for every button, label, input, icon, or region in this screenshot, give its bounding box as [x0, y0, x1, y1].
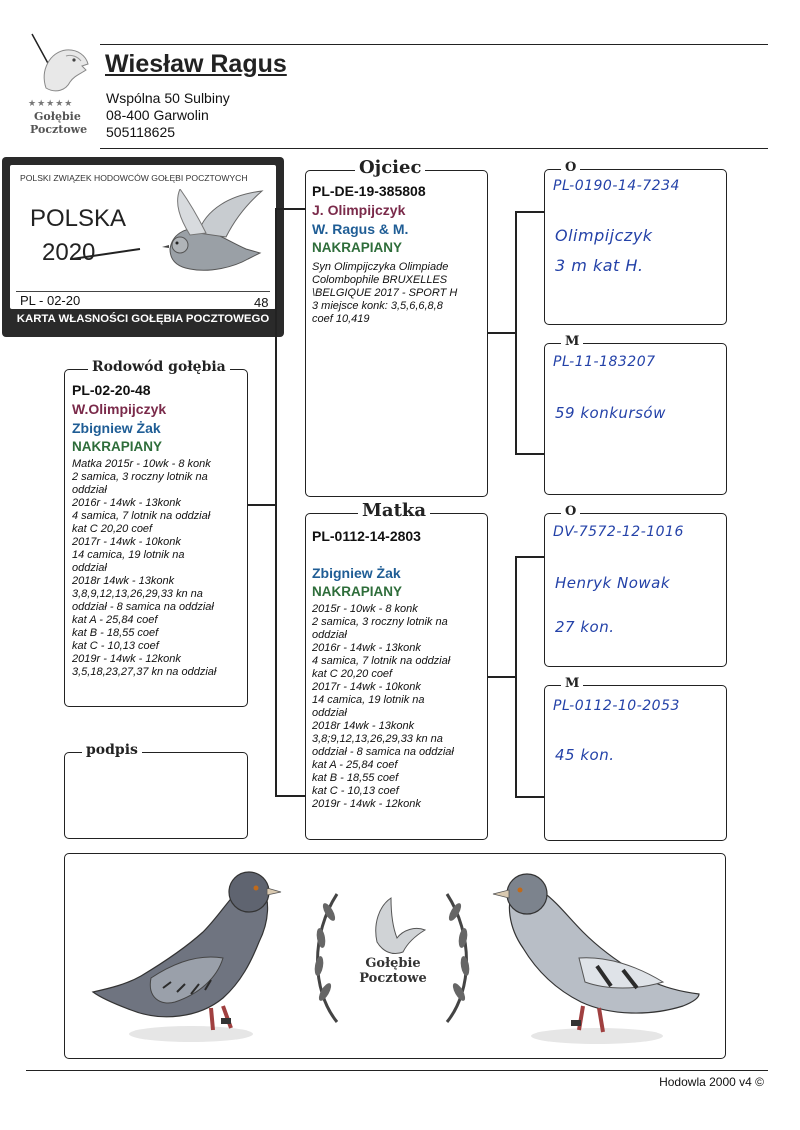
grandparent-note: 27 kon. — [555, 618, 615, 636]
grandparent-note: Henryk Nowak — [555, 574, 671, 592]
grandparent-title-fm: M — [561, 334, 583, 349]
note-line: 2016r - 14wk - 13konk — [312, 642, 421, 654]
note-line: 2 samica, 3 roczny lotnik na — [312, 616, 448, 628]
note-line: 3,8;9,12,13,26,29,33 kn na — [312, 733, 443, 745]
grandparent-ring: DV-7572-12-1016 — [553, 524, 684, 540]
connector-mother — [275, 795, 305, 797]
connector-mm — [515, 796, 545, 798]
note-line: 2019r - 14wk - 12konk — [72, 653, 181, 665]
grandparent-ring: PL-0112-10-2053 — [553, 698, 680, 714]
connector-ff — [515, 211, 545, 213]
grandparent-box-fm — [544, 343, 727, 495]
mother-color: NAKRAPIANY — [312, 584, 403, 599]
signature-box — [64, 752, 248, 839]
grandparent-note: 45 kon. — [555, 746, 615, 764]
connector-mother-in — [487, 676, 516, 678]
note-line: 14 camica, 19 lotnik na — [72, 549, 185, 561]
mother-owner: Zbigniew Żak — [312, 565, 401, 581]
father-name: J. Olimpijczyk — [312, 202, 406, 218]
father-owner: W. Ragus & M. — [312, 221, 409, 237]
note-line: kat C - 10,13 coef — [312, 785, 399, 797]
card-ring: PL - 02-20 — [20, 293, 81, 308]
note-line: Matka 2015r - 10wk - 8 konk — [72, 458, 211, 470]
grandparent-note: 59 konkursów — [555, 404, 666, 422]
note-line: 2018r 14wk - 13konk — [72, 575, 175, 587]
footer-rule — [26, 1070, 768, 1071]
eagle-logo-icon — [26, 30, 98, 100]
card-number: 48 — [254, 295, 269, 310]
emblem-text-line2: Pocztowe — [359, 971, 427, 986]
grandparent-title-mf: O — [561, 504, 580, 519]
connector-father-in — [487, 332, 516, 334]
grandparent-box-mm — [544, 685, 727, 841]
note-line: Syn Olimpijczyka Olimpiade — [312, 261, 449, 273]
card-pigeon-icon — [150, 189, 270, 285]
grandparent-title-ff: O — [561, 160, 580, 175]
mother-ring: PL-0112-14-2803 — [312, 528, 421, 544]
club-logo — [26, 30, 98, 138]
card-panel — [10, 165, 276, 309]
grandparent-ring: PL-11-183207 — [553, 354, 656, 370]
signature-title: podpis — [82, 742, 142, 758]
logo-stars: ★★★★★ — [28, 98, 74, 108]
header-top-rule — [100, 44, 768, 45]
address-city: 08-400 Garwolin — [106, 107, 209, 123]
note-line: coef 10,419 — [312, 313, 370, 325]
header-bottom-rule — [100, 148, 768, 149]
note-line: \BELGIQUE 2017 - SPORT H — [312, 287, 458, 299]
father-ring: PL-DE-19-385808 — [312, 183, 426, 199]
grandparent-note: 3 m kat H. — [555, 256, 644, 275]
father-box — [305, 170, 488, 497]
note-line: kat C 20,20 coef — [72, 523, 153, 535]
pigeon-owner: Zbigniew Żak — [72, 420, 161, 436]
year-strike-icon — [70, 245, 142, 263]
card-divider — [16, 291, 270, 292]
software-credit: Hodowla 2000 v4 © — [659, 1075, 764, 1089]
note-line: 2017r - 14wk - 10konk — [312, 681, 421, 693]
mother-title: Matka — [358, 500, 430, 521]
address-street: Wspólna 50 Sulbiny — [106, 90, 230, 106]
grandparent-box-ff — [544, 169, 727, 325]
emblem-text-line1: Gołębie — [365, 956, 421, 971]
card-year: 2020 — [42, 239, 96, 266]
note-line: 14 camica, 19 lotnik na — [312, 694, 425, 706]
note-line: 2019r - 14wk - 12konk — [312, 798, 421, 810]
grandparent-ring: PL-0190-14-7234 — [553, 178, 680, 194]
logo-text-line2: Pocztowe — [30, 123, 88, 136]
card-association: POLSKI ZWIĄZEK HODOWCÓW GOŁĘBI POCZTOWYCH — [20, 173, 248, 183]
phone-number: 505118625 — [106, 124, 176, 140]
note-line: 4 samica, 7 lotnik na oddział — [312, 655, 451, 667]
note-line: 4 samica, 7 lotnik na oddział — [72, 510, 211, 522]
note-line: kat A - 25,84 coef — [72, 614, 158, 626]
note-line: 2 samica, 3 roczny lotnik na — [72, 471, 208, 483]
note-line: 2018r 14wk - 13konk — [312, 720, 415, 732]
note-line: oddział — [72, 562, 107, 574]
illustration-panel — [64, 853, 726, 1059]
breeder-name: Wiesław Ragus — [105, 50, 287, 78]
pigeon-color: NAKRAPIANY — [72, 439, 163, 454]
note-line: oddział — [312, 629, 347, 641]
note-line: oddział - 8 samica na oddział — [72, 601, 214, 613]
card-country: POLSKA — [30, 205, 127, 232]
note-line: Colombophile BRUXELLES — [312, 274, 448, 286]
ownership-card — [2, 157, 284, 337]
note-line: kat C - 10,13 coef — [72, 640, 159, 652]
note-line: 3,5,18,23,27,37 kn na oddział — [72, 666, 217, 678]
grandparent-box-mf — [544, 513, 727, 667]
connector-trunk — [275, 208, 277, 796]
pigeon-right-icon — [487, 858, 701, 1054]
pigeon-name: W.Olimpijczyk — [72, 401, 167, 417]
note-line: 3 miejsce konk: 3,5,6,6,8,8 — [312, 300, 443, 312]
note-line: kat A - 25,84 coef — [312, 759, 398, 771]
note-line: kat B - 18,55 coef — [72, 627, 159, 639]
connector-mf — [515, 556, 545, 558]
note-line: oddział - 8 samica na oddział — [312, 746, 454, 758]
note-line: kat B - 18,55 coef — [312, 772, 399, 784]
logo-text-line1: Gołębie — [34, 110, 81, 123]
note-line: 3,8,9,12,13,26,29,33 kn na — [72, 588, 203, 600]
note-line: 2017r - 14wk - 10konk — [72, 536, 181, 548]
connector-child — [248, 504, 276, 506]
note-line: oddział — [312, 707, 347, 719]
note-line: kat C 20,20 coef — [312, 668, 393, 680]
grandparent-title-mm: M — [561, 676, 583, 691]
pigeon-ring: PL-02-20-48 — [72, 382, 151, 398]
pedigree-title: Rodowód gołębia — [88, 359, 230, 375]
grandparent-note: Olimpijczyk — [555, 226, 653, 245]
mother-box — [305, 513, 488, 840]
note-line: oddział — [72, 484, 107, 496]
card-caption: KARTA WŁASNOŚCI GOŁĘBIA POCZTOWEGO — [16, 313, 270, 325]
pedigree-box — [64, 369, 248, 707]
note-line: 2016r - 14wk - 13konk — [72, 497, 181, 509]
pigeon-left-icon — [91, 858, 291, 1054]
connector-fm — [515, 453, 545, 455]
father-title: Ojciec — [355, 157, 425, 178]
note-line: 2015r - 10wk - 8 konk — [312, 603, 418, 615]
connector-father — [275, 208, 305, 210]
father-color: NAKRAPIANY — [312, 240, 403, 255]
